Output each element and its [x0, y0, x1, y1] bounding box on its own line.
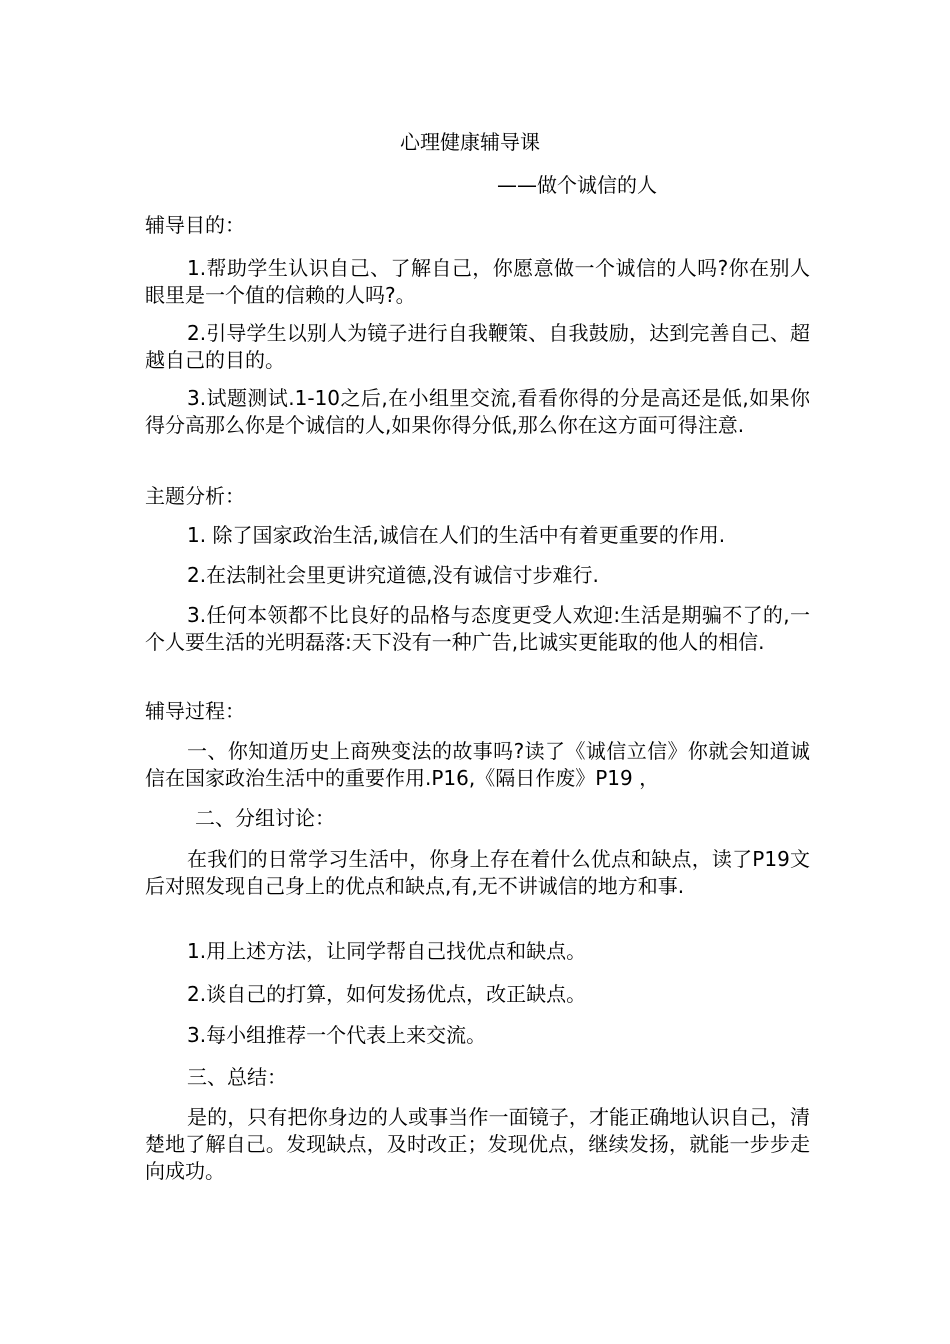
process-heading: 辅导过程： — [145, 699, 245, 723]
objective-heading: 辅导目的： — [145, 213, 245, 237]
analysis-item-1: 1. 除了国家政治生活,诚信在人们的生活中有着更重要的作用. — [187, 523, 726, 547]
document-subtitle: ——做个诚信的人 — [497, 173, 657, 197]
objective-item-2: 2.引导学生以别人为镜子进行自我鞭策、自我鼓励，达到完善自己、超越自己的目的。 — [145, 321, 810, 372]
analysis-item-2: 2.在法制社会里更讲究道德,没有诚信寸步难行. — [187, 563, 599, 587]
process-part3-text: 是的，只有把你身边的人或事当作一面镜子，才能正确地认识自己，清楚地了解自己。发现缺点，及时改正；发现优点，继续发扬，就能一步步走向成功。 — [145, 1105, 810, 1183]
process-part3-heading: 三、总结： — [187, 1065, 287, 1089]
process-part2-item-2: 2.谈自己的打算，如何发扬优点，改正缺点。 — [187, 982, 587, 1006]
process-part1: 一、你知道历史上商殃变法的故事吗?读了《诚信立信》你就会知道诚信在国家政治生活中的重要作用.P16,《隔日作废》P19 ， — [145, 739, 810, 790]
document-title: 心理健康辅导课 — [400, 130, 540, 154]
process-part2-heading: 二、分组讨论： — [195, 806, 335, 830]
process-part2-intro: 在我们的日常学习生活中，你身上存在着什么优点和缺点，读了P19文后对照发现自己身上的优点和缺点,有,无不讲诚信的地方和事. — [145, 847, 810, 898]
analysis-heading: 主题分析： — [145, 484, 245, 508]
analysis-item-3: 3.任何本领都不比良好的品格与态度更受人欢迎:生活是期骗不了的,一个人要生活的光明磊落:天下没有一种广告,比诚实更能取的他人的相信. — [145, 603, 810, 654]
process-part2-item-3: 3.每小组推荐一个代表上来交流。 — [187, 1023, 487, 1047]
objective-item-3: 3.试题测试.1-10之后,在小组里交流,看看你得的分是高还是低,如果你得分高那么你是个诚信的人,如果你得分低,那么你在这方面可得注意. — [145, 386, 810, 437]
objective-item-1: 1.帮助学生认识自己、了解自己，你愿意做一个诚信的人吗?你在别人眼里是一个值的信赖的人吗?。 — [145, 256, 810, 307]
process-part2-item-1: 1.用上述方法，让同学帮自己找优点和缺点。 — [187, 939, 587, 963]
